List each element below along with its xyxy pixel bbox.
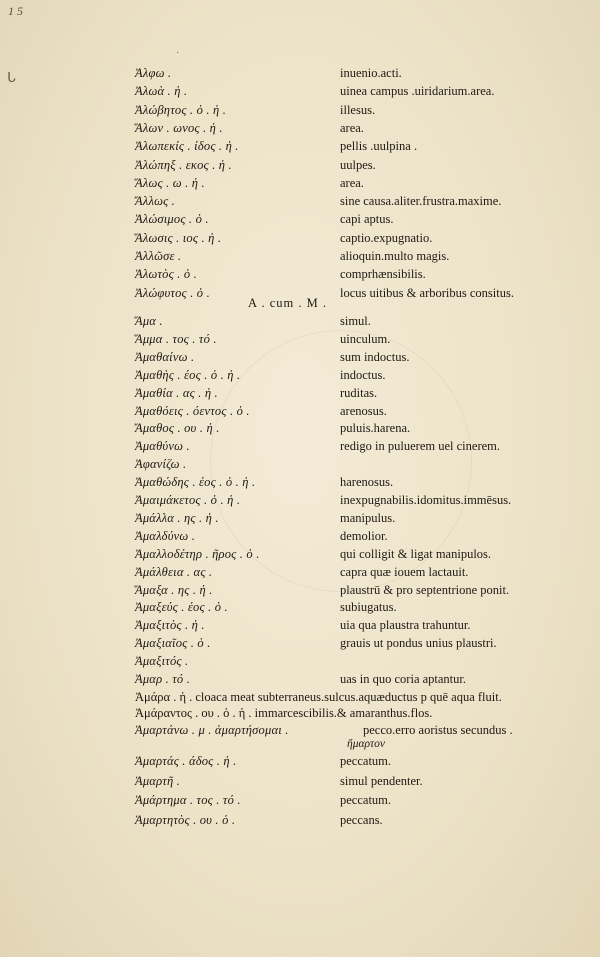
entry-latin: inuenio.acti. [340,66,402,80]
entry-greek: Ἁμάρτημα . τος . τό . [135,793,241,807]
entry-latin: uia qua plaustra trahuntur. [340,618,471,633]
entry-line-amara: Ἀμάρα . ἡ . cloaca meat subterraneus.sulcus.aquæductus p quē aqua fluit. [135,690,502,704]
entry-latin: inexpugnabilis.idomitus.immēsus. [340,493,512,507]
entry-greek: Ἀλλῶσε . [135,249,182,263]
ink-dot: · [176,48,180,59]
entry-greek: Ἅμμα . τος . τό . [135,331,217,346]
entry-latin: indoctus. [340,367,386,382]
entry-latin: redigo in puluerem uel cinerem. [340,439,501,454]
entry-greek: Ἅλωσις . ιος . ἡ . [135,230,222,245]
entry-latin: uinea campus .uiridarium.area. [340,84,495,99]
entry-greek: Ἀμαρ . τό . [135,672,191,686]
entry-latin: capra quæ iouem lactauit. [340,564,469,579]
entry-greek: Ἅλων . ωνος . ἡ . [135,120,223,135]
entry-greek: Ἀλώπηξ . εκος . ἡ . [135,157,232,172]
entry-greek-amartano: Ἁμαρτάνω . μ . ἁμαρτήσομαι . [135,723,289,737]
entry-greek: Ἁμαρτάς . άδος . ἡ . [135,754,237,768]
entry-greek: Ἀλωπεκίς . ίδος . ἡ . [135,139,239,154]
entry-greek: Ἀμαξιτός . [135,654,189,669]
entry-latin: locus uitibus & arboribus consitus. [340,285,514,300]
entry-latin: uinculum. [340,331,391,346]
entry-latin: uulpes. [340,157,376,172]
entry-greek: Ἀμαξιαῖος . ὁ . [135,636,211,651]
entry-latin: simul. [340,314,371,328]
entry-latin: qui colligit & ligat manipulos. [340,546,492,561]
entry-latin: alioquin.multo magis. [340,249,450,263]
entry-greek: Ἅμαξα . ης . ἡ . [135,582,213,597]
entry-latin: peccans. [340,812,383,827]
entry-greek: Ἀμαλλοδέτηρ . ῆρος . ὁ . [135,546,260,561]
entry-latin: harenosus. [340,475,394,490]
entry-continuation: ἥμαρτον [347,738,386,750]
entry-latin: sine causa.aliter.frustra.maxime. [340,194,502,209]
entry-latin: pellis .uulpina . [340,139,418,154]
entry-latin: peccatum. [340,754,392,768]
entry-latin: puluis.harena. [340,421,411,436]
entry-greek: Ἀμάλθεια . ας . [135,564,213,579]
entry-latin: plaustrū & pro septentrione ponit. [340,582,510,597]
entry-latin-amartano: pecco.erro aoristus secundus . [363,723,513,737]
entry-greek: Ἀφανίζω . [135,457,187,472]
entry-latin: peccatum. [340,793,392,807]
entry-greek: Ἀμαθόεις . όεντος . ὁ . [135,403,250,418]
entry-latin: demolior. [340,528,388,543]
entry-latin: area. [340,120,364,135]
entry-latin: subiugatus. [340,600,397,615]
entry-latin: manipulus. [340,510,396,525]
entry-greek: Ἁλωτὸς . ὁ . [135,267,197,282]
entry-greek: Ἀμαξιτὸς . ἡ . [135,618,205,633]
entry-greek: Ἁμαρτητὸς . ου . ὁ . [135,812,236,827]
margin-mark: ᒐ [7,71,16,86]
section-heading: A . cum . M . [248,296,327,310]
entry-latin: grauis ut pondus unius plaustri. [340,636,497,651]
entry-latin: comprhænsibilis. [340,267,426,282]
entry-greek: Ἀμαθὴς . έος . ὁ . ἡ . [135,367,241,382]
entry-line-amarantos: Ἀμάραντος . ου . ὁ . ἡ . immarcescibilis.& amaranthus.flos. [135,706,433,720]
entry-greek: Ἄλλως . [135,194,176,209]
entry-greek: Ἅλως . ω . ἡ . [135,175,205,190]
entry-latin: ruditas. [340,385,378,400]
entry-greek: Ἀμαθία . ας . ἡ . [135,385,218,400]
entry-latin: capi aptus. [340,212,394,227]
entry-greek: Ἀμαθύνω . [135,439,190,454]
folio-number: 1 5 [8,4,23,18]
entry-greek: Ἁμαρτῆ . [135,773,180,788]
entry-greek: Ἁλώσιμος . ὁ . [135,212,209,227]
entry-greek: Ἀμαιμάκετος . ὁ . ἡ . [135,493,241,507]
entry-greek: Ἀμαξεύς . έος . ὁ . [135,600,228,615]
entry-greek: Ἀλφω . [135,66,172,80]
entry-greek: Ἅμα . [135,314,163,328]
entry-greek: Ἀμαθώδης . έος . ὁ . ἡ . [135,475,256,490]
entry-greek: Ἀμαθαίνω . [135,349,195,364]
entry-greek: Ἀλώβητος . ὁ . ἡ . [135,102,227,117]
entry-latin: simul pendenter. [340,773,423,788]
entry-greek: Ἀμάλλα . ης . ἡ . [135,510,219,525]
entry-greek: Ἀλωὰ . ἡ . [135,84,188,99]
entry-latin: captio.expugnatio. [340,230,433,245]
entry-latin: illesus. [340,102,376,117]
entry-latin: area. [340,175,364,190]
entry-greek: Ἀλώφυτος . ὁ . [135,285,210,300]
entry-latin: arenosus. [340,403,387,418]
entry-greek: Ἄμαθος . ου . ἡ . [135,421,220,436]
entry-latin: uas in quo coria aptantur. [340,672,467,686]
entry-greek: Ἀμαλδύνω . [135,528,196,543]
entry-latin: sum indoctus. [340,349,410,364]
